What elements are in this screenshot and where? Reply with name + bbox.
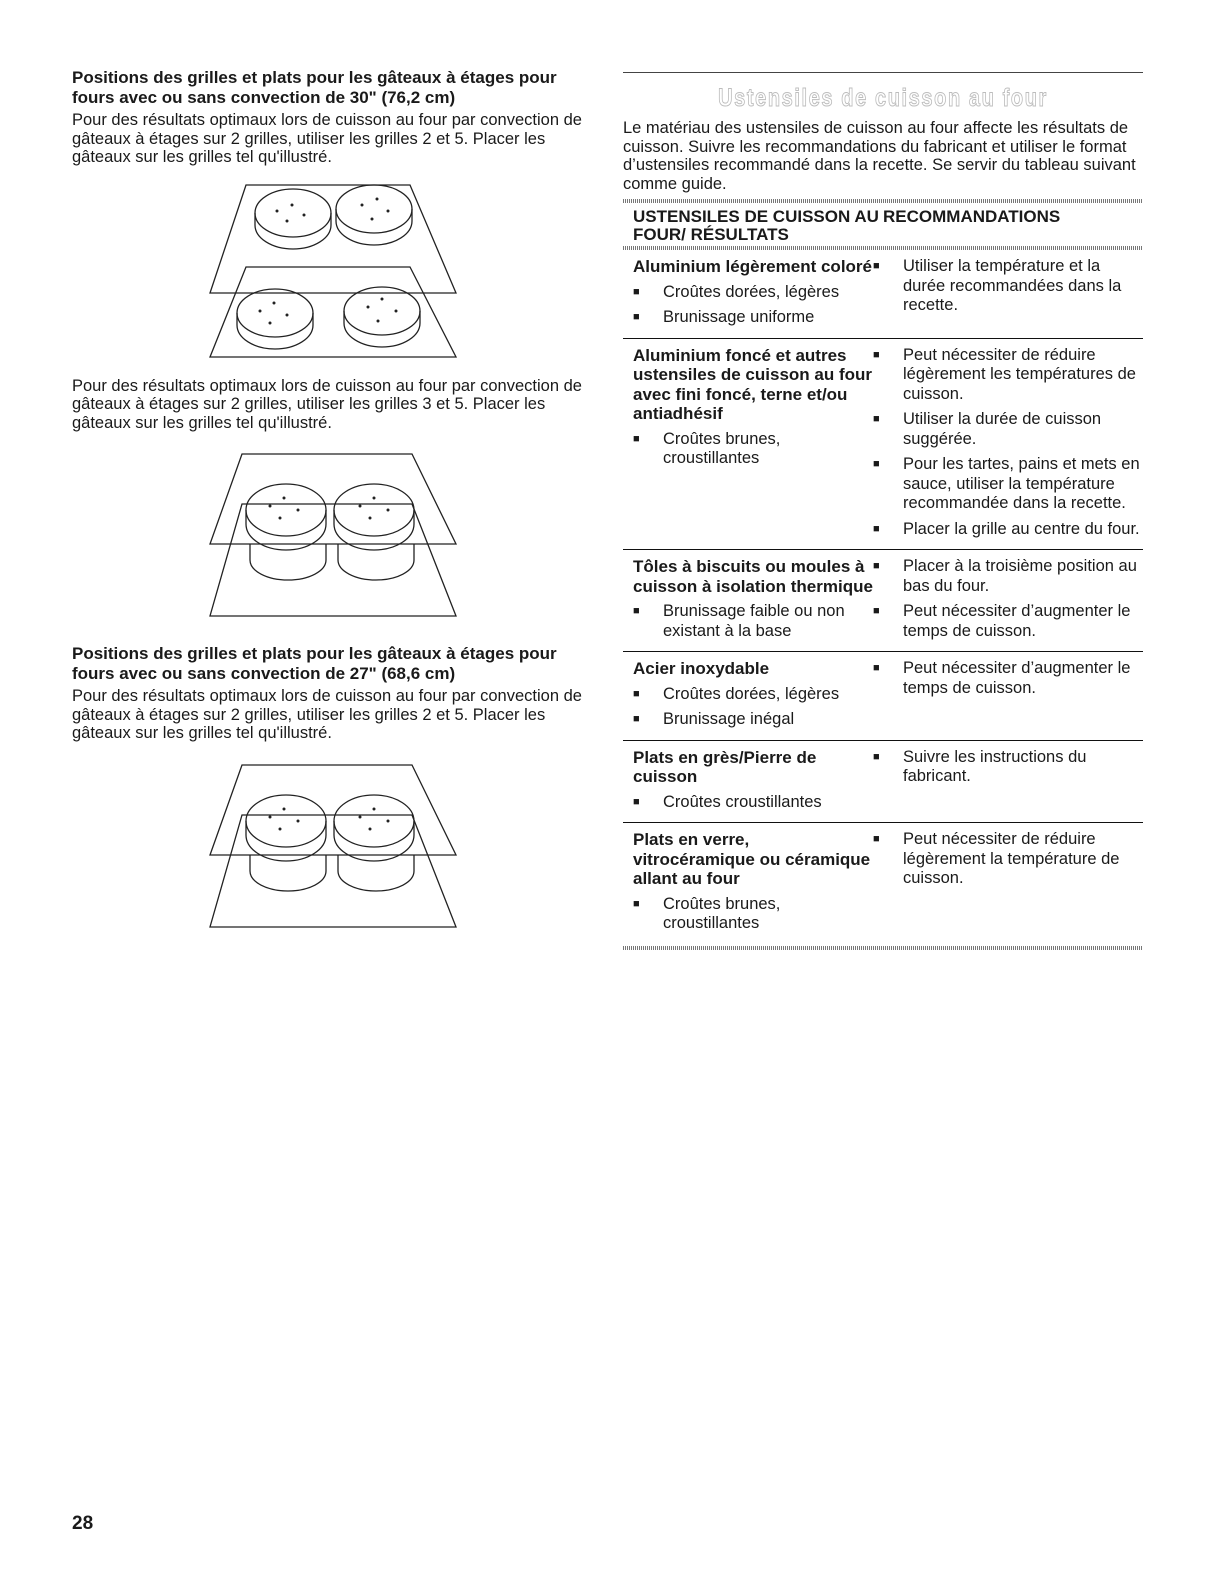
cookware-cell — [623, 257, 873, 334]
paragraph-27in-convection: Pour des résultats optimaux lors de cuisson au four par convection de gâteaux à étages sur 2 grilles, utiliser les grilles 2 et 5. Placer les gâteaux sur les grilles tel qu'illustré. — [72, 687, 582, 742]
table-row — [623, 651, 1143, 740]
recommendation-item — [873, 455, 1143, 514]
recommendation-text: Peut nécessiter d’augmenter le temps de cuisson. — [903, 602, 1131, 640]
figure-rack-positions-1 — [72, 173, 584, 363]
table-bottom-border — [623, 946, 1143, 950]
bullet-icon: ■ — [633, 795, 640, 808]
recommendation-item — [873, 659, 1143, 698]
result-text: Brunissage inégal — [663, 710, 795, 728]
recommendation-cell — [873, 346, 1143, 546]
paragraph-30in-conventional: Pour des résultats optimaux lors de cuisson au four par convection de gâteaux à étages sur 2 grilles, utiliser les grilles 2 et 5. Placer les gâteaux sur les grilles tel qu'illustré. — [72, 111, 582, 166]
result-item — [633, 308, 873, 328]
result-text: Croûtes dorées, légères — [663, 282, 840, 301]
result-text: Croûtes dorées, légères — [663, 684, 840, 703]
table-row — [623, 549, 1143, 651]
section-title: Ustensiles de cuisson au four — [718, 84, 1048, 112]
paragraph-30in-convection: Pour des résultats optimaux lors de cuisson au four par convection de gâteaux à étages sur 2 grilles, utiliser les grilles 3 et 5. Placer les gâteaux sur les grilles tel qu'illustré. — [72, 376, 582, 432]
recommendation-item — [873, 557, 1143, 596]
recommendation-cell — [873, 830, 1143, 940]
cookware-cell — [623, 346, 873, 546]
cookware-label: Plats en verre, vitrocéramique ou céramique allant au four — [633, 830, 871, 888]
recommendation-item — [873, 257, 1143, 316]
bullet-icon: ■ — [633, 605, 640, 617]
recommendation-text: Utiliser la durée de cuisson suggérée. — [903, 410, 1102, 448]
left-column — [72, 68, 584, 945]
recommendation-cell — [873, 257, 1143, 334]
bullet-icon: ■ — [873, 833, 880, 845]
recommendation-text: Peut nécessiter de réduire légèrement les températures de cuisson. — [903, 345, 1136, 403]
right-column — [623, 68, 1143, 950]
recommendation-item — [873, 830, 1143, 889]
recommendation-item — [873, 410, 1143, 449]
recommendation-cell — [873, 659, 1143, 736]
table-row — [623, 740, 1143, 823]
cookware-cell — [623, 557, 873, 647]
table-body — [623, 250, 1143, 944]
bullet-icon: ■ — [873, 605, 880, 617]
recommendation-text: Peut nécessiter de réduire légèrement la température de cuisson. — [903, 830, 1120, 887]
recommendation-cell — [873, 557, 1143, 647]
cookware-label: Acier inoxydable — [633, 659, 770, 678]
figure-rack-positions-3 — [72, 755, 584, 945]
cookware-cell — [623, 659, 873, 736]
recommendation-item — [873, 346, 1143, 405]
result-text: Brunissage uniforme — [663, 308, 815, 326]
bullet-icon: ■ — [633, 311, 640, 323]
page-number: 28 — [72, 1513, 94, 1534]
recommendation-item — [873, 602, 1143, 641]
recommendation-text: Placer à la troisième position au bas du four. — [903, 557, 1137, 595]
bullet-icon: ■ — [873, 348, 880, 361]
bullet-icon: ■ — [873, 662, 880, 674]
header-recommendations: RECOMMANDATIONS — [883, 207, 1061, 226]
result-item — [633, 602, 873, 641]
figure-rack-positions-2 — [72, 444, 584, 634]
table-row — [623, 250, 1143, 338]
recommendation-text: Placer la grille au centre du four. — [903, 519, 1140, 538]
header-cookware: USTENSILES DE CUISSON AU FOUR/ RÉSULTATS — [633, 207, 879, 244]
bullet-icon: ■ — [873, 750, 880, 763]
bullet-icon: ■ — [633, 897, 640, 910]
result-item — [633, 793, 873, 813]
intro-paragraph: Le matériau des ustensiles de cuisson au four affecte les résultats de cuisson. Suivre les recommandations du fabricant et utiliser le format d’ustensiles recommandé dans la recette. Se servir du tableau suivant comme guide. — [623, 119, 1136, 193]
table-row — [623, 338, 1143, 550]
result-text: Croûtes brunes, croustillantes — [663, 429, 781, 467]
title-rule — [623, 72, 1143, 73]
result-item — [633, 895, 873, 934]
bullet-icon: ■ — [873, 260, 880, 272]
bullet-icon: ■ — [873, 413, 880, 425]
bullet-icon: ■ — [873, 458, 880, 470]
recommendation-text: Utiliser la température et la durée recommandées dans la recette. — [903, 257, 1122, 314]
table-row — [623, 822, 1143, 944]
recommendation-text: Pour les tartes, pains et mets en sauce, utiliser la température recommandée dans la recette. — [903, 455, 1140, 512]
cookware-label: Aluminium légèrement coloré — [633, 257, 872, 276]
result-item — [633, 430, 873, 469]
section-heading-27in: Positions des grilles et plats pour les gâteaux à étages pour fours avec ou sans convection de 27" (68,6 cm) — [72, 644, 557, 683]
result-item — [633, 685, 873, 705]
result-item — [633, 283, 873, 303]
recommendation-item — [873, 520, 1143, 540]
bullet-icon: ■ — [873, 560, 880, 572]
table-header — [623, 203, 1143, 246]
bullet-icon: ■ — [633, 432, 640, 445]
bullet-icon: ■ — [633, 285, 640, 298]
bullet-icon: ■ — [633, 713, 640, 725]
result-item — [633, 710, 873, 730]
cookware-label: Plats en grès/Pierre de cuisson — [633, 747, 817, 786]
cookware-cell — [623, 748, 873, 819]
recommendation-item — [873, 748, 1143, 787]
result-text: Croûtes brunes, croustillantes — [663, 894, 781, 932]
result-text: Croûtes croustillantes — [663, 792, 822, 811]
cookware-label: Tôles à biscuits ou moules à cuisson à isolation thermique — [633, 557, 873, 596]
cookware-label: Aluminium foncé et autres ustensiles de cuisson au four avec fini foncé, terne et/ou antiadhésif — [633, 345, 873, 423]
recommendation-cell — [873, 748, 1143, 819]
recommendation-text: Peut nécessiter d’augmenter le temps de cuisson. — [903, 659, 1131, 697]
bullet-icon: ■ — [633, 687, 640, 700]
bullet-icon: ■ — [873, 522, 880, 535]
cookware-cell — [623, 830, 873, 940]
result-text: Brunissage faible ou non existant à la base — [663, 602, 845, 640]
section-heading-30in: Positions des grilles et plats pour les gâteaux à étages pour fours avec ou sans convection de 30" (76,2 cm) — [72, 68, 557, 107]
recommendation-text: Suivre les instructions du fabricant. — [903, 747, 1087, 785]
